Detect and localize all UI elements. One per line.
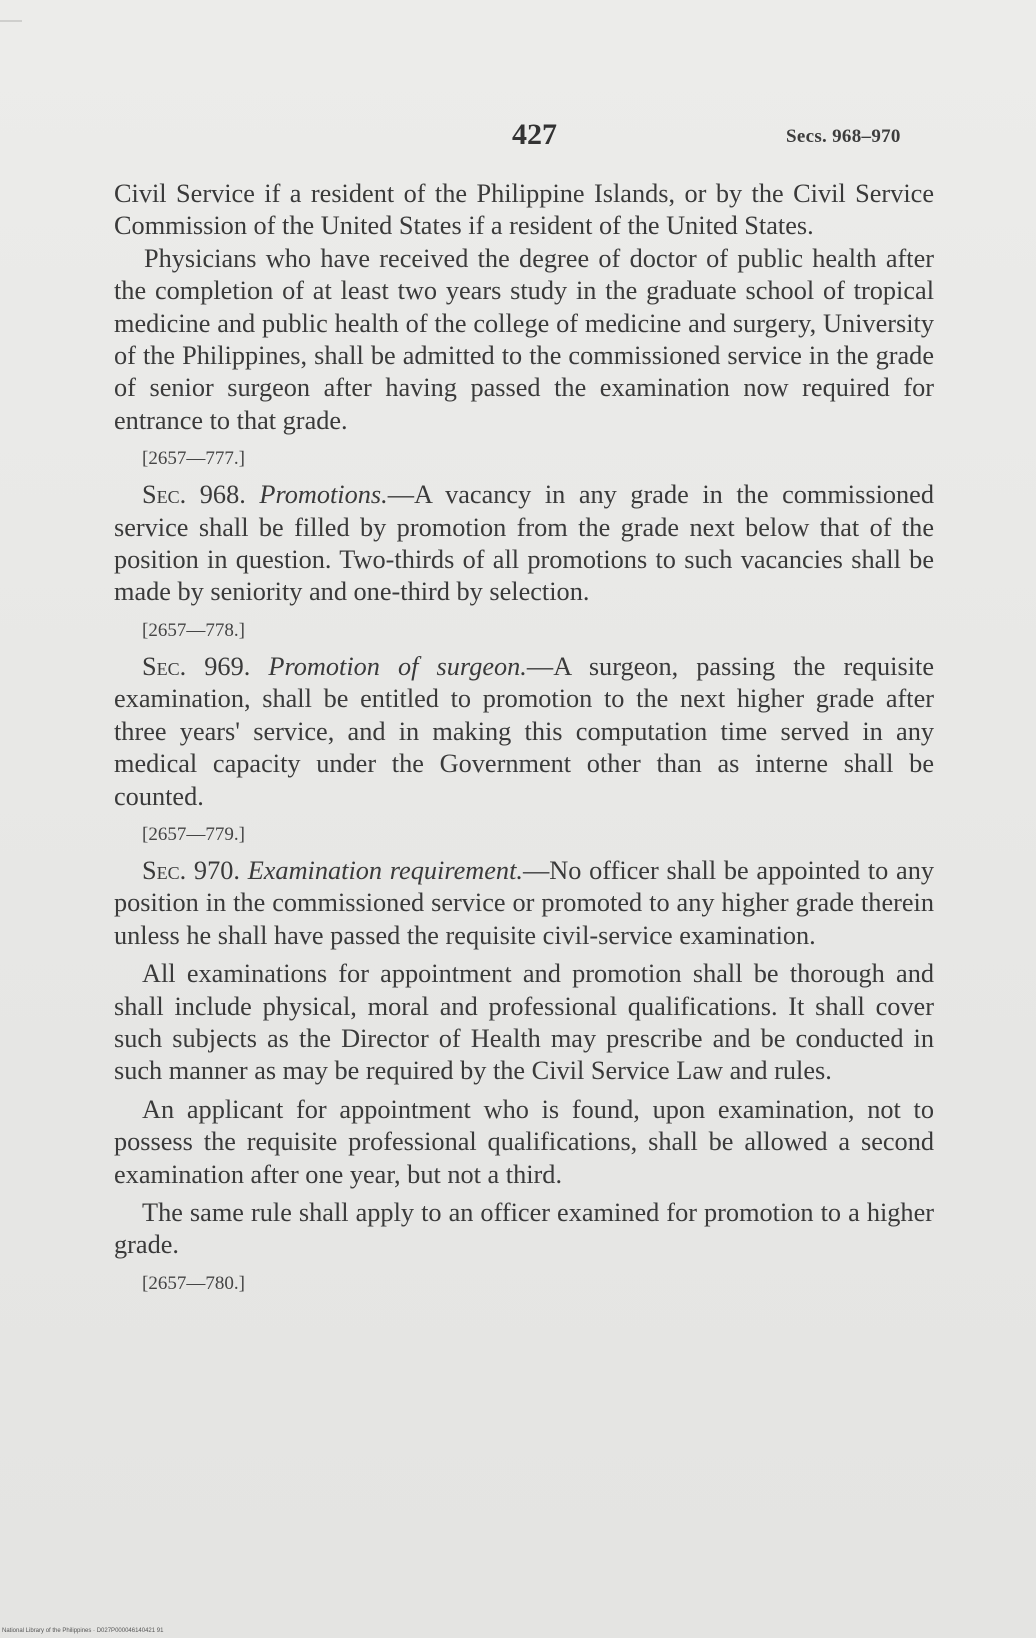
paragraph-applicant: An applicant for appointment who is found, upon examination, not to possess the requisite professional qualifications, shall be allowed a second examination after one year, but not a third.	[114, 1094, 934, 1189]
section-title: Promotions.	[259, 480, 388, 510]
paragraph-physicians: Physicians who have received the degree of doctor of public health after the completion of at least two years study in the graduate school of tropical medicine and public health of the college of medicine and surgery, University of the Philippines, shall be admitted to the commissioned service in the grade of senior surgeon after having passed the examination now required for entrance to that grade.	[114, 243, 934, 435]
source-reference: [2657—779.]	[142, 823, 245, 845]
paragraph-same-rule: The same rule shall apply to an officer examined for promotion to a higher grade.	[114, 1197, 934, 1260]
section-title: Promotion of surgeon.	[268, 651, 527, 681]
page-number: 427	[512, 118, 557, 151]
section-text: —No officer shall be appointed to any position in the commissioned service or promoted to any higher grade therein unless he shall have passed the requisite civil-service examination.	[114, 855, 934, 950]
section-title: Examination requirement.	[247, 855, 523, 885]
section-text: —A surgeon, passing the requisite examination, shall be entitled to promotion to the next higher grade after three years' service, and in making this computation time served in any medical capacity under the Government other than as interne shall be counted.	[114, 651, 935, 811]
paragraph-examinations: All examinations for appointment and promotion shall be thorough and shall include physical, moral and professional qualifications. It shall cover such subjects as the Director of Health may prescribe and be conducted in such manner as may be required by the Civil Service Law and rules.	[114, 959, 934, 1086]
section-969	[114, 651, 934, 813]
section-968	[114, 479, 934, 609]
body-text	[114, 178, 934, 1304]
scan-footer: National Library of the Philippines · D027P000046140421 91	[2, 1628, 164, 1634]
section-text: —A vacancy in any grade in the commissioned service shall be filled by promotion from the grade next below that of the position in question. Two-thirds of all promotions to such vacancies shall be made by seniority and one-third by selection.	[114, 480, 934, 607]
source-reference: [2657—778.]	[142, 619, 245, 641]
source-reference: [2657—780.]	[142, 1272, 245, 1294]
running-head: Secs. 968–970	[786, 126, 901, 147]
section-970	[114, 855, 934, 952]
page-header	[0, 118, 1036, 158]
source-reference: [2657—777.]	[142, 448, 245, 470]
paragraph-continuation: Civil Service if a resident of the Philippine Islands, or by the Civil Service Commission of the United States if a resident of the United States.	[114, 179, 934, 241]
section-label: Sec. 970.	[142, 855, 240, 885]
section-label: Sec. 968.	[142, 480, 246, 510]
scan-edge-mark	[0, 20, 22, 22]
section-label: Sec. 969.	[142, 651, 251, 681]
